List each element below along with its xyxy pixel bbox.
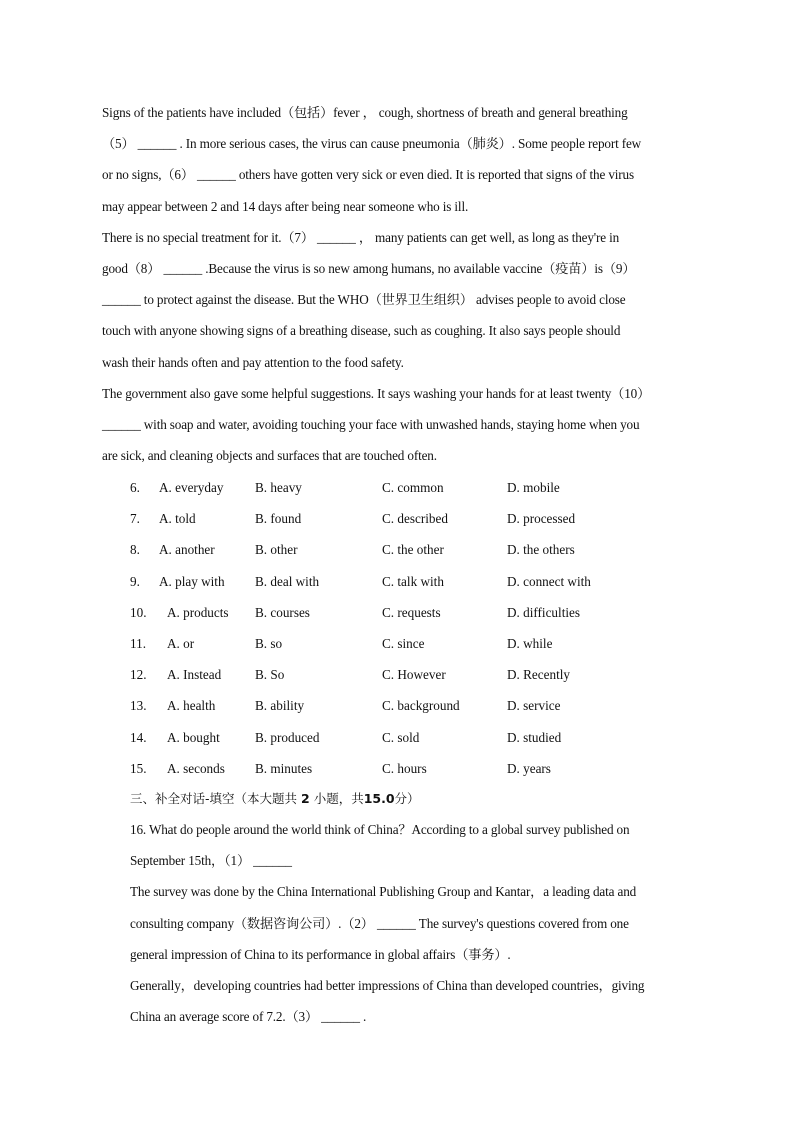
- question-number: 13.: [130, 698, 147, 714]
- option-row: [130, 534, 690, 565]
- option-a: A. health: [167, 698, 216, 714]
- option-d: D. processed: [507, 511, 576, 527]
- option-b: B. courses: [255, 604, 310, 620]
- option-row: [130, 659, 690, 690]
- question-number: 10.: [130, 604, 147, 620]
- section-heading-mid: 小题，共: [313, 791, 364, 806]
- option-c: C. talk with: [382, 573, 444, 589]
- passage-line: general impression of China to its performance in global affairs（事务）.: [130, 946, 511, 962]
- option-a: A. another: [159, 542, 215, 558]
- section-heading-prefix: 三、补全对话-填空（本大题共: [130, 791, 298, 806]
- passage-line: are sick, and cleaning objects and surfaces that are touched often.: [102, 448, 437, 464]
- question-number: 6.: [130, 480, 140, 495]
- option-c: C. background: [382, 698, 460, 714]
- passage-line: touch with anyone showing signs of a breathing disease, such as coughing. It also says people should: [102, 323, 621, 339]
- passage-line: China an average score of 7.2.（3） ______ .: [130, 1009, 367, 1025]
- option-a: A. or: [167, 635, 195, 651]
- passage-line: The survey was done by the China International Publishing Group and Kantar，a leading data and: [130, 884, 637, 900]
- section-heading: [130, 783, 420, 814]
- question-number: 8.: [130, 542, 140, 558]
- passage-line: （5） ______ . In more serious cases, the virus can cause pneumonia（肺炎）. Some people report few: [102, 136, 642, 152]
- answer-options: [130, 472, 690, 784]
- option-d: D. connect with: [507, 573, 591, 589]
- option-c: C. hours: [382, 760, 427, 776]
- option-a: A. told: [159, 511, 196, 527]
- passage-line: may appear between 2 and 14 days after being near someone who is ill.: [102, 198, 469, 214]
- passage-line: There is no special treatment for it.（7） ______ ， many patients can get well, as long as they're in: [102, 229, 620, 245]
- option-a: A. Instead: [167, 667, 222, 683]
- option-b: B. ability: [255, 698, 305, 714]
- passage-line: Signs of the patients have included（包括）fever ， cough, shortness of breath and general breathing: [102, 105, 628, 120]
- option-b: B. found: [255, 511, 302, 527]
- option-d: D. service: [507, 698, 561, 714]
- passage-line: wash their hands often and pay attention to the food safety.: [102, 354, 404, 370]
- option-b: B. other: [255, 542, 298, 558]
- option-d: D. while: [507, 635, 553, 651]
- option-row: [130, 628, 690, 659]
- passage-line: Generally，developing countries had better impressions of China than developed countries，giving: [130, 978, 645, 994]
- option-a: A. bought: [167, 729, 220, 745]
- passage-line: 16. What do people around the world think of China？According to a global survey published on: [130, 822, 630, 837]
- option-a: A. seconds: [167, 760, 225, 776]
- option-b: B. heavy: [255, 480, 302, 495]
- passage-line: ______ to protect against the disease. But the WHO（世界卫生组织） advises people to avoid close: [102, 292, 626, 308]
- option-d: D. mobile: [507, 480, 560, 495]
- passage-line: good（8） ______ .Because the virus is so new among humans, no available vaccine（疫苗）is（9）: [102, 261, 636, 277]
- passage-line: The government also gave some helpful suggestions. It says washing your hands for at least twenty（10）: [102, 385, 651, 401]
- option-d: D. difficulties: [507, 604, 581, 620]
- question-number: 7.: [130, 511, 140, 527]
- option-row: [130, 722, 690, 753]
- option-b: B. minutes: [255, 760, 313, 776]
- section-heading-suffix: 分）: [394, 791, 420, 806]
- option-row: [130, 597, 690, 628]
- passage-line: or no signs,（6） ______ others have gotten very sick or even died. It is reported that signs of the virus: [102, 167, 634, 183]
- option-a: A. products: [167, 604, 229, 620]
- option-d: D. the others: [507, 542, 575, 558]
- total-score: 15.0: [363, 791, 395, 806]
- option-c: C. the other: [382, 542, 444, 558]
- option-d: D. years: [507, 760, 551, 776]
- option-row: [130, 753, 690, 784]
- option-b: B. produced: [255, 729, 320, 745]
- option-c: C. However: [382, 667, 446, 683]
- question-number: 11.: [130, 635, 146, 651]
- option-row: [130, 503, 690, 534]
- passage-line: ______ with soap and water, avoiding touching your face with unwashed hands, staying home when you: [102, 417, 640, 433]
- option-a: A. play with: [159, 573, 225, 589]
- option-a: A. everyday: [159, 480, 224, 495]
- option-d: D. Recently: [507, 667, 570, 683]
- reading-passage: [102, 97, 702, 471]
- option-row: [130, 472, 690, 503]
- option-c: C. sold: [382, 729, 420, 745]
- option-b: B. So: [255, 667, 285, 683]
- option-b: B. so: [255, 635, 283, 651]
- option-c: C. since: [382, 635, 425, 651]
- option-d: D. studied: [507, 729, 562, 745]
- option-c: C. common: [382, 480, 444, 495]
- option-row: [130, 566, 690, 597]
- option-c: C. requests: [382, 604, 441, 620]
- option-b: B. deal with: [255, 573, 320, 589]
- question-16-passage: [130, 814, 710, 1032]
- passage-line: September 15th，（1） ______: [130, 853, 292, 869]
- passage-line: consulting company（数据咨询公司）.（2） ______ The survey's questions covered from one: [130, 915, 629, 931]
- question-number: 14.: [130, 729, 147, 745]
- option-row: [130, 690, 690, 721]
- question-number: 15.: [130, 760, 147, 776]
- question-number: 12.: [130, 667, 147, 683]
- question-number: 9.: [130, 573, 140, 589]
- option-c: C. described: [382, 511, 448, 527]
- question-count: 2: [301, 791, 310, 806]
